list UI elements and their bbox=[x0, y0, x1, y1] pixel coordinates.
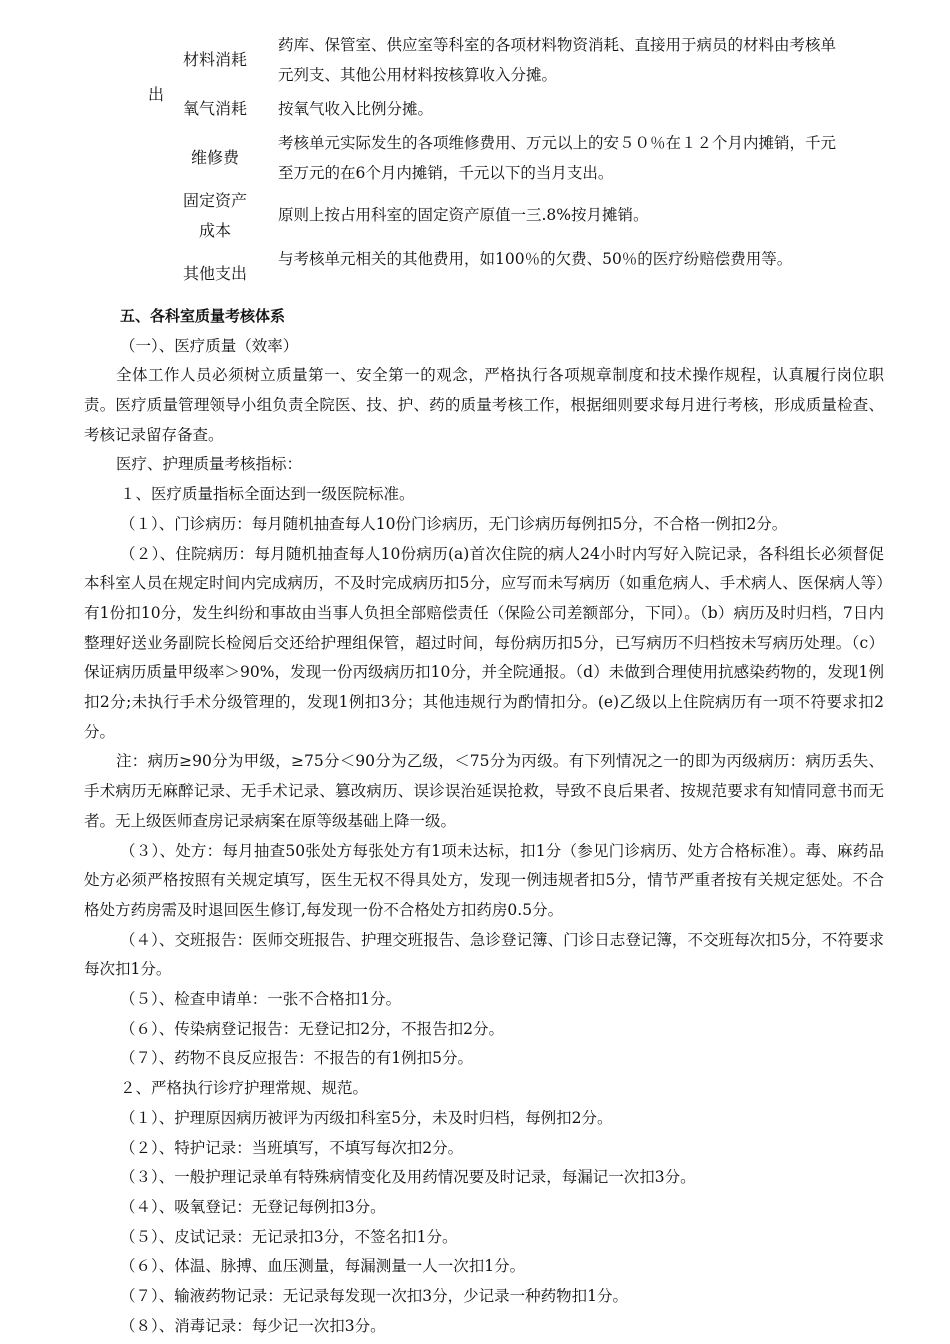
list-item: （５）、皮试记录：无记录扣3分，不签名扣1分。 bbox=[120, 1227, 458, 1246]
list-item: （８）、消毒记录：每少记一次扣3分。 bbox=[120, 1316, 386, 1335]
item-1-sub-1: （１）、门诊病历：每月随机抽查每人10份门诊病历，无门诊病历每例扣5分，不合格一例扣2分。 bbox=[120, 514, 788, 533]
row-content: 与考核单元相关的其他费用，如100％的欠费、50％的医疗纷赔偿费用等。 bbox=[278, 250, 793, 268]
row-content: 原则上按占用科室的固定资产原值一三.8%按月摊销。 bbox=[278, 206, 649, 224]
item-2-heading: ２、严格执行诊疗护理常规、规范。 bbox=[120, 1079, 369, 1098]
row-label: 固定资产成本 bbox=[182, 191, 247, 240]
table-row bbox=[170, 244, 900, 304]
row-label: 氧气消耗 bbox=[182, 99, 247, 118]
table-row bbox=[170, 30, 900, 90]
indicators-heading: 医疗、护理质量考核指标： bbox=[116, 455, 303, 474]
list-item: （４）、吸氧登记：无登记每例扣3分。 bbox=[120, 1197, 386, 1216]
row-label: 维修费 bbox=[190, 148, 239, 167]
row-label: 其他支出 bbox=[182, 264, 247, 283]
table-row bbox=[170, 128, 900, 188]
list-item: （５）、检查申请单：一张不合格扣1分。 bbox=[120, 990, 402, 1009]
row-content: 考核单元实际发生的各项维修费用、万元以上的安５０％在１２个月内摊销，千元至万元的在6个月内摊销，千元以下的当月支出。 bbox=[278, 134, 837, 182]
subsection-heading: （一）、医疗质量（效率） bbox=[120, 336, 299, 355]
intro-paragraph: 全体工作人员必须树立质量第一、安全第一的观念，严格执行各项规章制度和技术操作规程，认真履行岗位职责。医疗质量管理领导小组负责全院医、技、护、药的质量考核工作，根据细则要求每月进行考核，形成质量检查、考核记录留存备查。 bbox=[84, 366, 884, 444]
item-1-sub-2: （２）、住院病历：每月随机抽查每人10份病历(a)首次住院的病人24小时内写好入院记录，各科组长必须督促本科室人员在规定时间内完成病历，不及时完成病历扣5分，应写而未写病历（如重危病人、手术病人、医保病人等）有1份扣10分，发生纠纷和事故由当事人负担全部赔偿责任（保险公司差额部分，下同）。（b）病历及时归档，7日内整理好送业务副院长检阅后交还给护理组保管，超过时间，每份病历扣5分，已写病历不归档按未写病历处理。（c）保证病历质量甲级率＞90%，发现一份丙级病历扣10分，并全院通报。（d）未做到合理使用抗感染药物的，发现1例扣2分;未执行手术分级管理的，发现1例扣3分；其他违规行为酌情扣分。(e)乙级以上住院病历有一项不符要求扣2分。 bbox=[84, 544, 884, 741]
section-heading: 五、各科室质量考核体系 bbox=[120, 307, 286, 325]
list-item: （１）、护理原因病历被评为丙级扣科室5分，未及时归档，每例扣2分。 bbox=[120, 1108, 613, 1127]
document-body bbox=[84, 302, 884, 1341]
list-item: （６）、传染病登记报告：无登记扣2分，不报告扣2分。 bbox=[120, 1019, 504, 1038]
list-item: （３）、一般护理记录单有特殊病情变化及用药情况要及时记录，每漏记一次扣3分。 bbox=[120, 1168, 696, 1187]
row-content: 按氧气收入比例分摊。 bbox=[278, 100, 434, 118]
note-paragraph: 注：病历≥90分为甲级，≥75分＜90分为乙级，＜75分为丙级。有下列情况之一的即为丙级病历：病历丢失、手术病历无麻醉记录、无手术记录、篡改病历、误诊误治延误抢救，导致不良后果者、按规范要求有知情同意书而无者。无上级医师查房记录病案在原等级基础上降一级。 bbox=[84, 752, 884, 830]
row-label: 材料消耗 bbox=[182, 50, 247, 69]
item-1-sub-4: （４）、交班报告：医师交班报告、护理交班报告、急诊登记簿、门诊日志登记簿，不交班每次扣5分，不符要求每次扣1分。 bbox=[84, 930, 884, 979]
item-1-sub-3: （３）、处方：每月抽查50张处方每张处方有1项未达标，扣1分（参见门诊病历、处方合格标准）。毒、麻药品处方必须严格按照有关规定填写，医生无权不得具处方，发现一例违规者扣5分，情节严重者按有关规定惩处。不合格处方药房需及时退回医生修订,每发现一份不合格处方扣药房0.5分。 bbox=[84, 841, 884, 919]
table-row bbox=[170, 186, 900, 246]
list-item: （７）、药物不良反应报告：不报告的有1例扣5分。 bbox=[120, 1049, 473, 1068]
table-row bbox=[170, 92, 900, 126]
table-side-label: 出 bbox=[148, 85, 165, 104]
row-content: 药库、保管室、供应室等科室的各项材料物资消耗、直接用于病员的材料由考核单元列支、其他公用材料按核算收入分摊。 bbox=[278, 36, 837, 84]
list-item: （２）、特护记录：当班填写，不填写每次扣2分。 bbox=[120, 1138, 464, 1157]
item-1-heading: １、医疗质量指标全面达到一级医院标准。 bbox=[120, 485, 415, 504]
list-item: （７）、输液药物记录：无记录每发现一次扣3分，少记录一种药物扣1分。 bbox=[120, 1286, 628, 1305]
list-item: （６）、体温、脉搏、血压测量，每漏测量一人一次扣1分。 bbox=[120, 1257, 526, 1276]
